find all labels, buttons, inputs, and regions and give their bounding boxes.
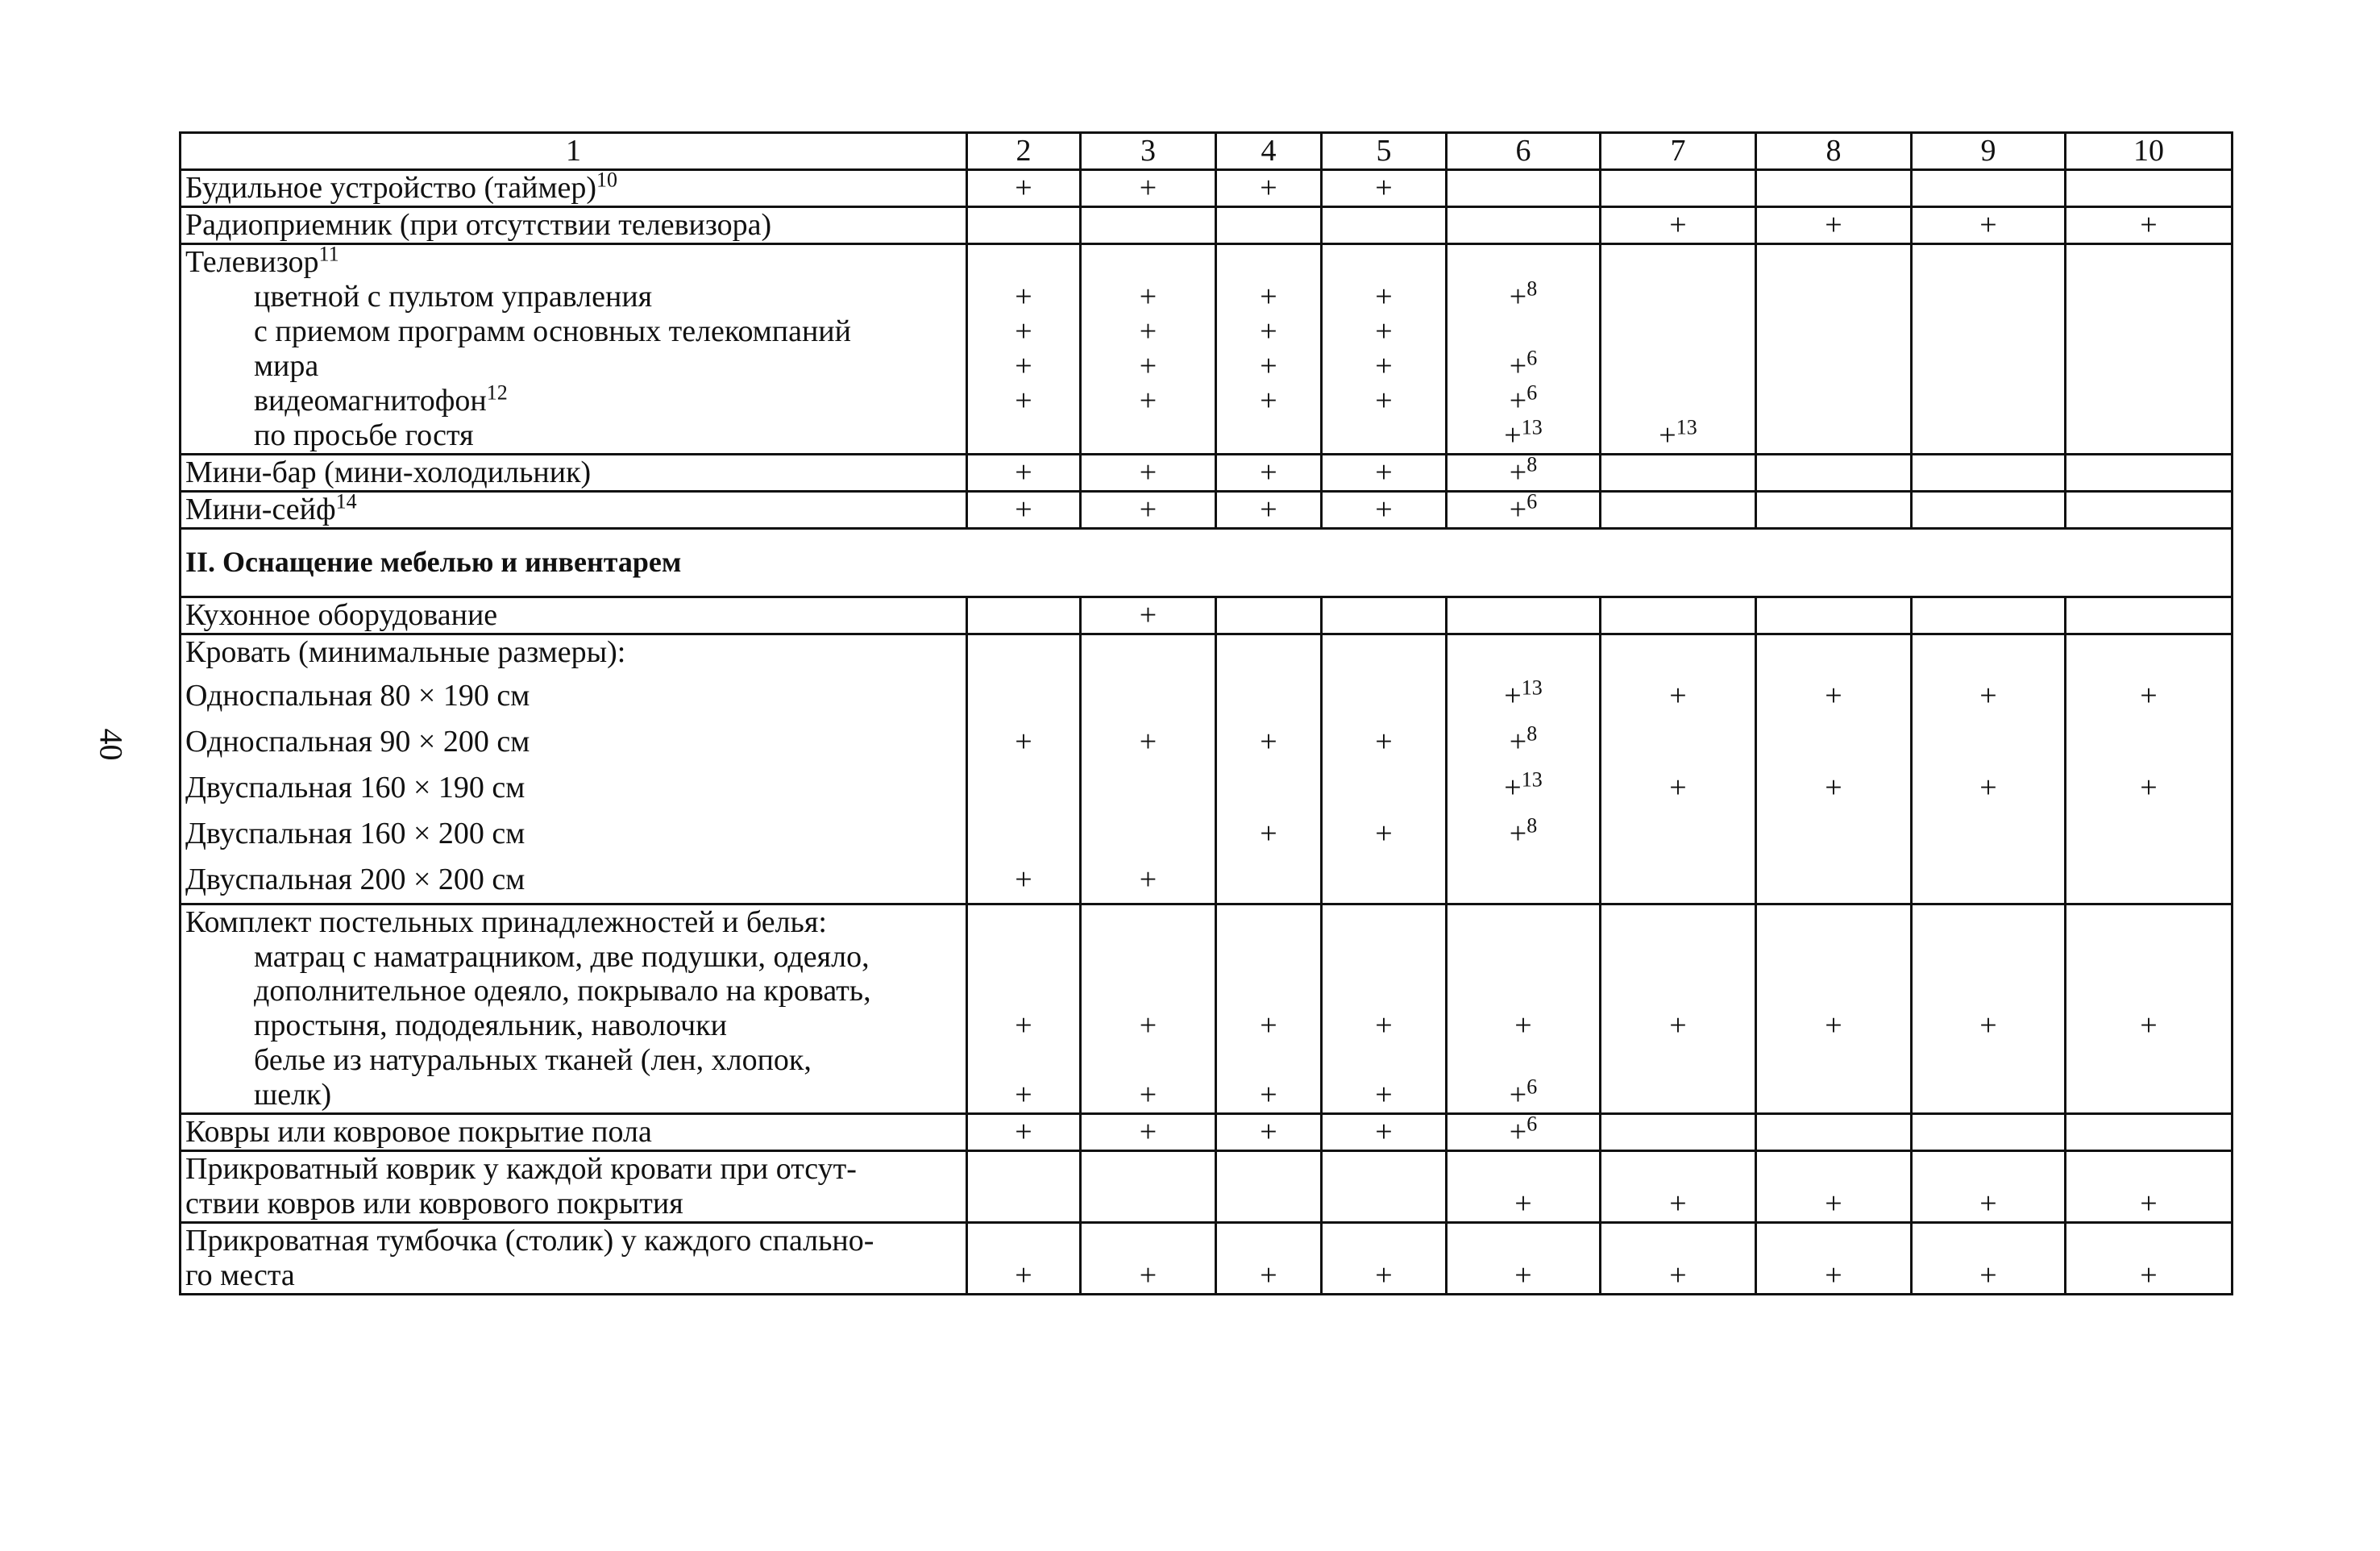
cell bbox=[967, 206, 1081, 243]
cell: + bbox=[1322, 1114, 1447, 1151]
header-cell: 5 bbox=[1322, 133, 1447, 170]
section-header-row bbox=[181, 528, 2233, 597]
cell: + + bbox=[1912, 634, 2066, 904]
cell: + + bbox=[1216, 634, 1322, 904]
cell bbox=[967, 597, 1081, 634]
header-cell: 4 bbox=[1216, 133, 1322, 170]
cell bbox=[1756, 243, 1912, 454]
table-row-minibar bbox=[181, 454, 2233, 491]
header-cell: 9 bbox=[1912, 133, 2066, 170]
cell: + + bbox=[1601, 634, 1756, 904]
cell: + + bbox=[1081, 634, 1216, 904]
cell bbox=[1322, 1151, 1447, 1223]
cell: + + + + bbox=[1216, 243, 1322, 454]
cell bbox=[2066, 491, 2233, 528]
row-label: Прикроватный коврик у каждой кровати при отсут- ствии ковров или коврового покрытия bbox=[181, 1151, 967, 1223]
cell bbox=[967, 1151, 1081, 1223]
cell: + bbox=[1912, 206, 2066, 243]
cell: + +$^6$ bbox=[1447, 904, 1601, 1114]
cell bbox=[1912, 169, 2066, 206]
cell bbox=[1081, 206, 1216, 243]
cell bbox=[1912, 1114, 2066, 1151]
cell: + bbox=[2066, 1151, 2233, 1223]
cell bbox=[1601, 169, 1756, 206]
cell: + bbox=[1081, 169, 1216, 206]
cell bbox=[1756, 597, 1912, 634]
cell bbox=[1601, 491, 1756, 528]
cell: + bbox=[1756, 904, 1912, 1114]
cell bbox=[1216, 1151, 1322, 1223]
cell: + bbox=[967, 491, 1081, 528]
cell bbox=[2066, 169, 2233, 206]
cell bbox=[1601, 454, 1756, 491]
cell: +$^6$ bbox=[1447, 1114, 1601, 1151]
cell bbox=[1601, 597, 1756, 634]
cell bbox=[1322, 206, 1447, 243]
cell: + + bbox=[967, 634, 1081, 904]
header-cell: 7 bbox=[1601, 133, 1756, 170]
cell bbox=[2066, 454, 2233, 491]
cell bbox=[1756, 491, 1912, 528]
cell: + bbox=[967, 169, 1081, 206]
cell bbox=[1756, 1114, 1912, 1151]
row-label: Комплект постельных принадлежностей и белья: матрац с наматрацником, две подушки, одеяло, дополнительное одеяло, покрывало на кровать, простыня, пододеяльник, наволочки белье из натуральных тканей (лен, хлопок, шелк) bbox=[181, 904, 967, 1114]
row-label: Ковры или ковровое покрытие пола bbox=[181, 1114, 967, 1151]
cell: +$^{13}$ +$^8$ +$^{13}$ +$^8$ bbox=[1447, 634, 1601, 904]
cell: + bbox=[1216, 454, 1322, 491]
cell: + bbox=[1912, 1223, 2066, 1295]
table-row-minisafe bbox=[181, 491, 2233, 528]
cell: + bbox=[967, 454, 1081, 491]
table-row-bedding bbox=[181, 904, 2233, 1114]
cell: + + bbox=[1322, 904, 1447, 1114]
cell: + bbox=[1322, 454, 1447, 491]
section-title: II. Оснащение мебелью и инвентарем bbox=[181, 528, 2233, 597]
row-label: Прикроватная тумбочка (столик) у каждого спально- го места bbox=[181, 1223, 967, 1295]
cell: + bbox=[1216, 169, 1322, 206]
cell: + bbox=[1912, 1151, 2066, 1223]
cell: + bbox=[1081, 1114, 1216, 1151]
cell bbox=[1601, 1114, 1756, 1151]
cell bbox=[1756, 454, 1912, 491]
header-row bbox=[181, 133, 2233, 170]
cell bbox=[1081, 1151, 1216, 1223]
cell bbox=[1912, 243, 2066, 454]
cell: + bbox=[2066, 904, 2233, 1114]
table-row-bedside-rug bbox=[181, 1151, 2233, 1223]
cell: +$^8$ +$^6$ +$^6$ +$^{13}$ bbox=[1447, 243, 1601, 454]
cell bbox=[1912, 491, 2066, 528]
cell: + bbox=[1081, 597, 1216, 634]
header-cell: 8 bbox=[1756, 133, 1912, 170]
cell: + + bbox=[2066, 634, 2233, 904]
cell: + bbox=[1322, 169, 1447, 206]
table-row-tv bbox=[181, 243, 2233, 454]
amenities-table bbox=[179, 131, 2233, 1295]
cell: + bbox=[967, 1223, 1081, 1295]
header-cell: 3 bbox=[1081, 133, 1216, 170]
table-row-alarm bbox=[181, 169, 2233, 206]
row-label: Телевизор$^{11}$ цветной с пультом управления с приемом программ основных телекомпаний мира видеомагнитофон$^{12}$ по просьбе гостя bbox=[181, 243, 967, 454]
cell: + bbox=[1601, 1151, 1756, 1223]
cell: + bbox=[1601, 206, 1756, 243]
cell bbox=[2066, 597, 2233, 634]
cell bbox=[1447, 206, 1601, 243]
cell: +$^8$ bbox=[1447, 454, 1601, 491]
row-label: Мини-бар (мини-холодильник) bbox=[181, 454, 967, 491]
cell: + bbox=[1322, 491, 1447, 528]
cell bbox=[1447, 597, 1601, 634]
cell bbox=[2066, 1114, 2233, 1151]
cell: + bbox=[2066, 206, 2233, 243]
table-row-bed bbox=[181, 634, 2233, 904]
cell bbox=[1912, 597, 2066, 634]
cell: + bbox=[1912, 904, 2066, 1114]
cell: + bbox=[1216, 1223, 1322, 1295]
row-label: Радиоприемник (при отсутствии телевизора) bbox=[181, 206, 967, 243]
cell: + bbox=[1601, 1223, 1756, 1295]
row-label: Кухонное оборудование bbox=[181, 597, 967, 634]
header-cell: 2 bbox=[967, 133, 1081, 170]
cell: + bbox=[1216, 1114, 1322, 1151]
table-row-carpets bbox=[181, 1114, 2233, 1151]
cell: + + bbox=[1322, 634, 1447, 904]
table-row-kitchen bbox=[181, 597, 2233, 634]
cell bbox=[1912, 454, 2066, 491]
cell: + bbox=[1756, 1223, 1912, 1295]
cell bbox=[1322, 597, 1447, 634]
cell: + bbox=[1601, 904, 1756, 1114]
header-cell: 10 bbox=[2066, 133, 2233, 170]
cell bbox=[2066, 243, 2233, 454]
cell: + bbox=[1322, 1223, 1447, 1295]
cell bbox=[1216, 206, 1322, 243]
cell: + + + + bbox=[967, 243, 1081, 454]
table-row-bedside-table bbox=[181, 1223, 2233, 1295]
cell: + + + + bbox=[1322, 243, 1447, 454]
cell: + bbox=[1081, 491, 1216, 528]
cell: + bbox=[1447, 1151, 1601, 1223]
cell: + + bbox=[1216, 904, 1322, 1114]
cell: + bbox=[1216, 491, 1322, 528]
cell: +$^6$ bbox=[1447, 491, 1601, 528]
cell: + bbox=[1081, 454, 1216, 491]
cell: + + bbox=[1756, 634, 1912, 904]
row-label: Будильное устройство (таймер)$^{10}$ bbox=[181, 169, 967, 206]
cell: + bbox=[967, 1114, 1081, 1151]
cell: + + bbox=[967, 904, 1081, 1114]
row-label: Мини-сейф$^{14}$ bbox=[181, 491, 967, 528]
table-row-radio bbox=[181, 206, 2233, 243]
cell: + + bbox=[1081, 904, 1216, 1114]
header-cell: 6 bbox=[1447, 133, 1601, 170]
cell: + bbox=[1081, 1223, 1216, 1295]
row-label: Кровать (минимальные размеры): Односпальная 80 × 190 см Односпальная 90 × 200 см Двуспальная 160 × 190 см Двуспальная 160 × 200 см Двуспальная 200 × 200 см bbox=[181, 634, 967, 904]
header-cell: 1 bbox=[181, 133, 967, 170]
page-number: 40 bbox=[93, 728, 130, 761]
cell bbox=[1447, 169, 1601, 206]
cell: +$^{13}$ bbox=[1601, 243, 1756, 454]
cell bbox=[1756, 169, 1912, 206]
cell: + bbox=[1447, 1223, 1601, 1295]
cell: + bbox=[2066, 1223, 2233, 1295]
cell: + + + + bbox=[1081, 243, 1216, 454]
cell: + bbox=[1756, 206, 1912, 243]
cell bbox=[1216, 597, 1322, 634]
cell: + bbox=[1756, 1151, 1912, 1223]
